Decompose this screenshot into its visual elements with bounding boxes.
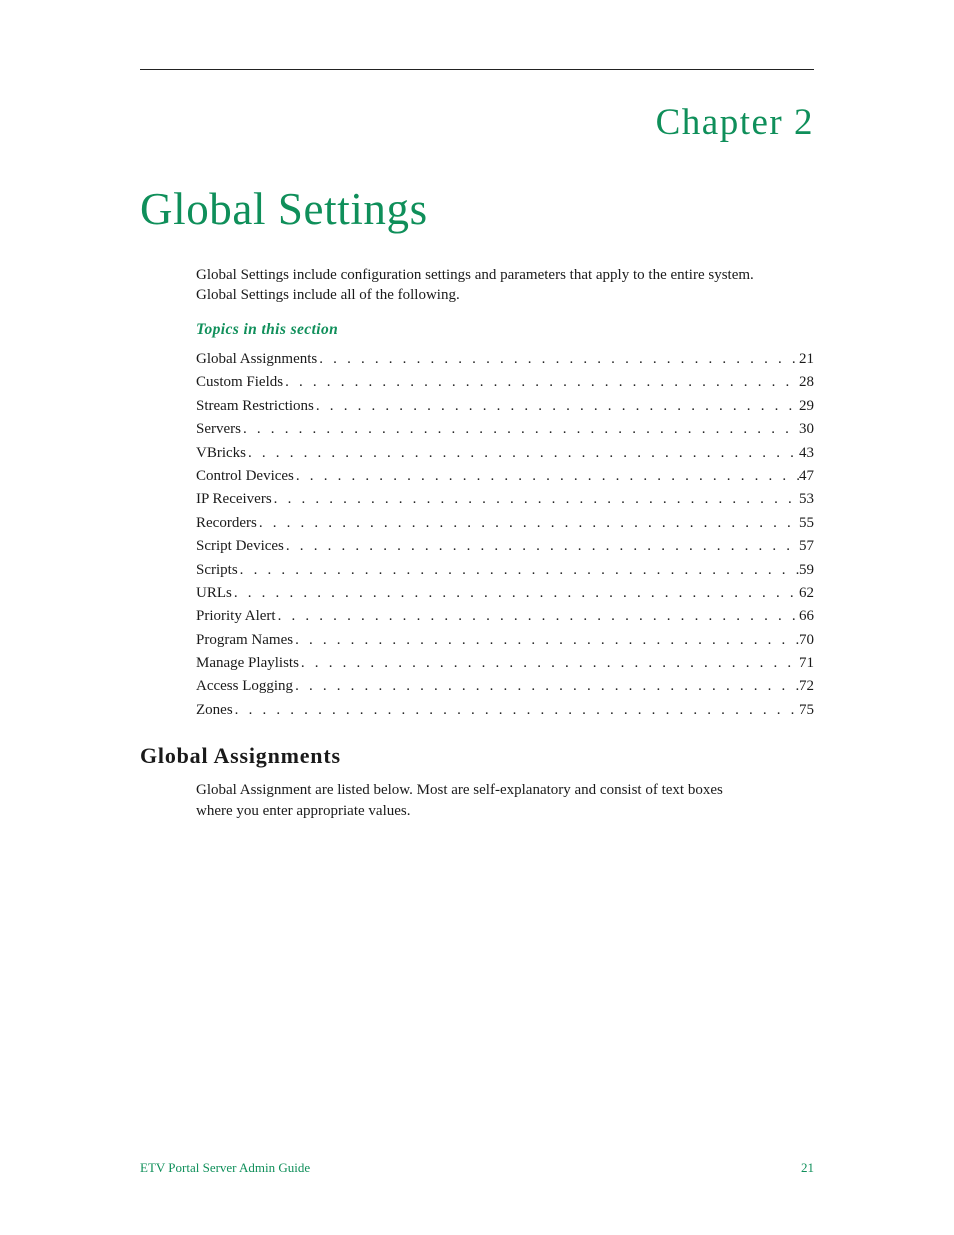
toc-entry-title[interactable]: Recorders <box>196 514 257 531</box>
toc-entry-title[interactable]: Access Logging <box>196 678 294 695</box>
footer-page-number: 21 <box>801 1160 814 1175</box>
toc-entry-global-assignments[interactable] <box>196 348 814 371</box>
toc-entry-page[interactable]: 29 <box>799 397 814 414</box>
toc-dot-leader <box>317 348 799 371</box>
toc-dot-leader <box>272 488 799 511</box>
toc-entry-ip-receivers[interactable] <box>196 488 814 511</box>
toc-dot-leader <box>276 605 799 628</box>
toc-entry-access-logging[interactable] <box>196 675 814 698</box>
toc-dot-leader <box>241 418 799 441</box>
table-of-contents <box>196 348 814 722</box>
section-heading: Global Assignments <box>140 743 341 768</box>
chapter-label: Chapter 2 <box>655 102 814 143</box>
toc-entry-title[interactable]: Servers <box>196 421 241 438</box>
toc-entry-page[interactable]: 28 <box>799 374 814 391</box>
header-rule <box>140 69 814 70</box>
toc-dot-leader <box>257 512 799 535</box>
toc-entry-custom-fields[interactable] <box>196 371 814 394</box>
toc-entry-title[interactable]: Program Names <box>196 631 294 648</box>
toc-entry-program-names[interactable] <box>196 629 814 652</box>
toc-dot-leader <box>293 629 799 652</box>
topics-heading: Topics in this section <box>196 321 339 338</box>
toc-entry-title[interactable]: URLs <box>196 584 232 601</box>
toc-entry-title[interactable]: Global Assignments <box>196 351 318 367</box>
toc-dot-leader <box>238 559 799 582</box>
toc-entry-control-devices[interactable] <box>196 465 814 488</box>
toc-entry-title[interactable]: Script Devices <box>196 538 284 555</box>
toc-entry-page[interactable]: 59 <box>799 561 814 578</box>
toc-entry-vbricks[interactable] <box>196 442 814 465</box>
toc-dot-leader <box>283 371 799 394</box>
section-body <box>196 780 796 822</box>
toc-entry-page[interactable]: 53 <box>799 491 814 508</box>
toc-entry-script-devices[interactable] <box>196 535 814 558</box>
toc-dot-leader <box>232 582 799 605</box>
toc-entry-page[interactable]: 21 <box>799 351 814 367</box>
toc-entry-page[interactable]: 47 <box>799 467 814 484</box>
toc-entry-title[interactable]: Stream Restrictions <box>196 397 314 414</box>
toc-dot-leader <box>299 652 799 675</box>
toc-entry-zones[interactable] <box>196 699 814 722</box>
toc-dot-leader <box>293 675 799 698</box>
toc-entry-priority-alert[interactable] <box>196 605 814 628</box>
footer-guide-name: ETV Portal Server Admin Guide <box>140 1160 311 1175</box>
toc-dot-leader <box>246 442 799 465</box>
toc-entry-page[interactable]: 71 <box>799 655 814 672</box>
toc-entry-title[interactable]: Zones <box>196 701 233 718</box>
toc-entry-title[interactable]: Scripts <box>196 561 238 578</box>
toc-entry-title[interactable]: Manage Playlists <box>196 655 299 672</box>
toc-entry-manage-playlists[interactable] <box>196 652 814 675</box>
toc-entry-stream-restrictions[interactable] <box>196 395 814 418</box>
toc-entry-page[interactable]: 72 <box>799 678 814 695</box>
intro-paragraph <box>196 265 816 305</box>
toc-entry-page[interactable]: 70 <box>799 631 814 648</box>
toc-entry-page[interactable]: 55 <box>799 514 814 531</box>
toc-dot-leader <box>233 699 799 722</box>
toc-entry-title[interactable]: Control Devices <box>196 467 294 484</box>
toc-entry-page[interactable]: 62 <box>799 584 814 601</box>
toc-entry-title[interactable]: Custom Fields <box>196 374 284 391</box>
toc-entry-page[interactable]: 43 <box>799 444 814 461</box>
toc-entry-servers[interactable] <box>196 418 814 441</box>
toc-entry-title[interactable]: IP Receivers <box>196 491 272 508</box>
toc-entry-title[interactable]: VBricks <box>196 444 246 461</box>
section-body-line: where you enter appropriate values. <box>196 803 411 819</box>
toc-dot-leader <box>314 395 799 418</box>
toc-dot-leader <box>284 535 799 558</box>
page-title: Global Settings <box>140 184 428 234</box>
toc-entry-page[interactable]: 66 <box>799 608 814 625</box>
toc-entry-page[interactable]: 30 <box>799 421 814 438</box>
intro-line: Global Settings include configuration settings and parameters that apply to the entire system. <box>196 267 754 283</box>
toc-entry-title[interactable]: Priority Alert <box>196 608 276 625</box>
toc-entry-page[interactable]: 57 <box>799 538 814 555</box>
toc-entry-page[interactable]: 75 <box>799 701 814 718</box>
intro-line: Global Settings include all of the following. <box>196 287 460 303</box>
toc-entry-scripts[interactable] <box>196 559 814 582</box>
toc-dot-leader <box>294 465 799 488</box>
toc-entry-urls[interactable] <box>196 582 814 605</box>
toc-entry-recorders[interactable] <box>196 512 814 535</box>
section-body-line: Global Assignment are listed below. Most are self-explanatory and consist of text boxes <box>196 782 723 798</box>
